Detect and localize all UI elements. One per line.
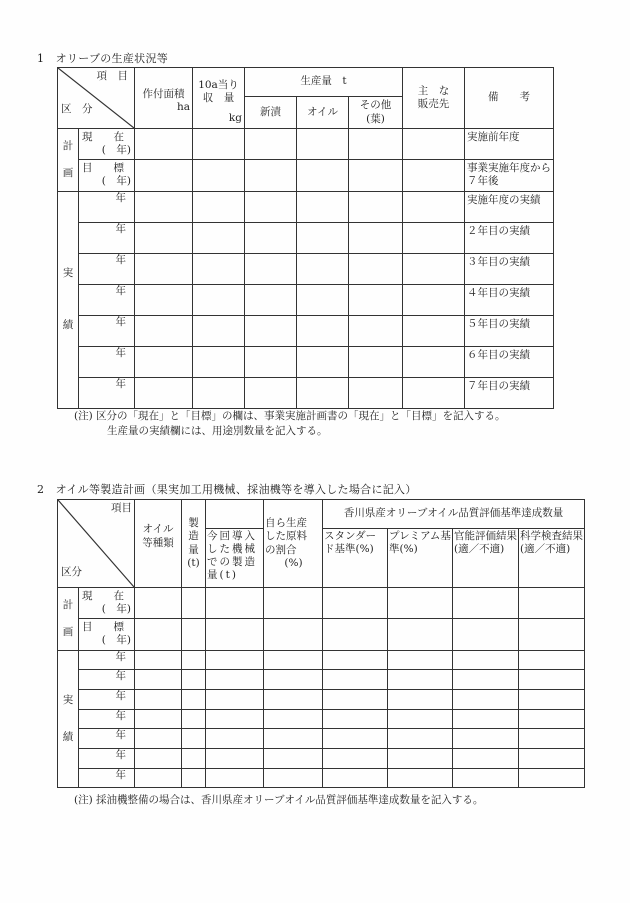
cell[interactable] [206, 619, 264, 650]
own-ratio-label-2: した原料 [265, 530, 307, 543]
mfg-label-2: 造 [188, 530, 199, 543]
cell[interactable] [323, 650, 388, 670]
remark-cell: ６年目の実績 [465, 346, 554, 377]
cell[interactable] [403, 315, 465, 346]
cell[interactable] [135, 588, 182, 619]
cell[interactable] [245, 253, 297, 284]
cell[interactable] [323, 670, 388, 690]
year-label: 年 [79, 670, 135, 690]
cell[interactable] [193, 222, 245, 253]
plan-group-char-1: 計 [62, 598, 74, 611]
year-label: 年 [79, 729, 135, 749]
cell[interactable] [245, 315, 297, 346]
mfg-label-4: (t) [187, 556, 200, 569]
cell[interactable] [264, 689, 323, 709]
plan-group-char-2: 画 [62, 166, 74, 179]
cell[interactable] [388, 619, 453, 650]
header-buyer [403, 68, 465, 129]
cell[interactable] [349, 129, 403, 160]
cell[interactable] [206, 689, 264, 709]
cell[interactable] [349, 346, 403, 377]
cell[interactable] [297, 191, 349, 222]
cell[interactable] [182, 689, 206, 709]
remark-cell: ７年目の実績 [465, 377, 554, 408]
table-row [58, 222, 554, 253]
cell[interactable] [193, 284, 245, 315]
cell[interactable] [297, 222, 349, 253]
cell[interactable] [206, 650, 264, 670]
plan-group-char-2: 画 [62, 625, 74, 638]
cell[interactable] [388, 588, 453, 619]
target-label: 目 標 [82, 162, 124, 175]
area-label: 作付面積 [142, 88, 185, 101]
header-standard: スタンダード基準(%) [323, 529, 388, 588]
remark-cell: ４年目の実績 [465, 284, 554, 315]
cell[interactable] [182, 619, 206, 650]
cell[interactable] [453, 709, 519, 729]
cell[interactable] [453, 650, 519, 670]
table-row [58, 160, 554, 191]
table-row [58, 588, 585, 619]
own-ratio-label-3: の割合 [265, 543, 297, 556]
cell[interactable] [349, 284, 403, 315]
cell[interactable] [135, 768, 182, 788]
year-label: 年 [79, 709, 135, 729]
cell[interactable] [264, 650, 323, 670]
cell[interactable] [264, 729, 323, 749]
plan-group-char-1: 計 [62, 139, 74, 152]
year-label: 年 [79, 689, 135, 709]
year-label: 年 [79, 191, 135, 222]
current-label: 現 在 [82, 131, 124, 143]
cell[interactable] [135, 729, 182, 749]
cell[interactable] [245, 284, 297, 315]
cell[interactable] [135, 160, 193, 191]
table-row [58, 729, 585, 749]
cell[interactable] [403, 377, 465, 408]
cell[interactable] [297, 129, 349, 160]
cell[interactable] [135, 670, 182, 690]
cell[interactable] [453, 670, 519, 690]
actual-group-char-1: 実 [62, 267, 74, 280]
yield-unit: kg [228, 111, 242, 124]
header-oil-type [135, 500, 182, 588]
cell[interactable] [182, 748, 206, 768]
cell[interactable] [193, 315, 245, 346]
table-row [58, 191, 554, 222]
cell[interactable] [182, 709, 206, 729]
section1-note-2: 生産量の実績欄には、用途別数量を記入する。 [107, 425, 328, 437]
cell[interactable] [323, 729, 388, 749]
cell[interactable] [453, 729, 519, 749]
table-row [58, 129, 554, 160]
table-row [58, 709, 585, 729]
current-year: ( 年) [101, 144, 131, 157]
cell[interactable] [403, 191, 465, 222]
target-year: ( 年) [101, 634, 131, 647]
remark-cell: 実施年度の実績 [465, 191, 554, 222]
other-label-1: その他 [359, 99, 392, 112]
cell[interactable] [388, 768, 453, 788]
header-own-ratio [264, 500, 323, 588]
cell[interactable] [182, 670, 206, 690]
table-row [58, 619, 585, 650]
row-label-current [79, 588, 135, 619]
remark-cell: 事業実施年度から７年後 [465, 160, 554, 191]
cell[interactable] [206, 729, 264, 749]
current-year: ( 年) [101, 603, 131, 616]
header-diagonal-cell [58, 500, 135, 588]
cell[interactable] [349, 160, 403, 191]
year-label: 年 [79, 315, 135, 346]
cell[interactable] [519, 748, 585, 768]
cell[interactable] [135, 619, 182, 650]
cell[interactable] [135, 689, 182, 709]
table-row [58, 346, 554, 377]
header-pickled: 新漬 [245, 97, 297, 129]
cell[interactable] [349, 191, 403, 222]
cell[interactable] [349, 253, 403, 284]
header-division-label: 区分 [61, 565, 82, 578]
actual-group-label [58, 650, 79, 788]
buyer-label-1: 主 な [417, 84, 450, 97]
cell[interactable] [206, 748, 264, 768]
header-area [135, 68, 193, 129]
header-oil: オイル [297, 97, 349, 129]
table-row [58, 284, 554, 315]
cell[interactable] [403, 346, 465, 377]
cell[interactable] [193, 160, 245, 191]
cell[interactable] [323, 709, 388, 729]
remark-cell: 実施前年度 [465, 129, 554, 160]
cell[interactable] [453, 619, 519, 650]
cell[interactable] [264, 709, 323, 729]
cell[interactable] [206, 768, 264, 788]
table-row [58, 315, 554, 346]
target-year: ( 年) [101, 175, 131, 188]
cell[interactable] [245, 160, 297, 191]
cell[interactable] [519, 670, 585, 690]
cell[interactable] [182, 650, 206, 670]
cell[interactable] [264, 619, 323, 650]
oil-type-label-1: オイル [142, 523, 174, 536]
section2-title: 2 オイル等製造計画（果実加工用機械、採油機等を導入した場合に記入） [37, 483, 417, 496]
header-division-label: 区 分 [61, 102, 93, 115]
cell[interactable] [245, 191, 297, 222]
plan-group-label [58, 588, 79, 651]
target-label: 目 標 [82, 621, 124, 634]
header-premium: プレミアム基準(%) [388, 529, 453, 588]
cell[interactable] [182, 588, 206, 619]
own-ratio-label-4: (%) [284, 556, 303, 569]
cell[interactable] [519, 588, 585, 619]
cell[interactable] [519, 689, 585, 709]
cell[interactable] [349, 315, 403, 346]
actual-group-char-2: 績 [62, 730, 74, 743]
header-other [349, 97, 403, 129]
year-label: 年 [79, 748, 135, 768]
header-mfg-qty [182, 500, 206, 588]
cell[interactable] [388, 748, 453, 768]
header-remarks: 備 考 [465, 68, 554, 129]
cell[interactable] [135, 191, 193, 222]
remark-cell: ５年目の実績 [465, 315, 554, 346]
cell[interactable] [453, 588, 519, 619]
cell[interactable] [323, 619, 388, 650]
year-label: 年 [79, 377, 135, 408]
header-item-label: 項 目 [96, 70, 128, 82]
cell[interactable] [519, 650, 585, 670]
year-label: 年 [79, 284, 135, 315]
cell[interactable] [135, 222, 193, 253]
cell[interactable] [135, 748, 182, 768]
cell[interactable] [519, 729, 585, 749]
cell[interactable] [388, 650, 453, 670]
cell[interactable] [182, 729, 206, 749]
cell[interactable] [388, 670, 453, 690]
cell[interactable] [245, 222, 297, 253]
row-label-target [79, 160, 135, 191]
row-label-current [79, 129, 135, 160]
header-science: 科学検査結果(適／不適) [519, 529, 585, 588]
row-label-target [79, 619, 135, 650]
remark-cell: ３年目の実績 [465, 253, 554, 284]
cell[interactable] [264, 588, 323, 619]
cell[interactable] [297, 160, 349, 191]
cell[interactable] [193, 191, 245, 222]
year-label: 年 [79, 650, 135, 670]
cell[interactable] [453, 748, 519, 768]
cell[interactable] [403, 284, 465, 315]
cell[interactable] [297, 253, 349, 284]
own-ratio-label-1: 自ら生産 [265, 517, 307, 530]
header-diagonal-cell [58, 68, 135, 129]
actual-group-label [58, 191, 79, 408]
cell[interactable] [245, 377, 297, 408]
year-label: 年 [79, 253, 135, 284]
mfg-label-1: 製 [188, 517, 199, 530]
table-row [58, 253, 554, 284]
section1-title: 1 オリーブの生産状況等 [37, 52, 169, 65]
table-row [58, 768, 585, 788]
table-row [58, 650, 585, 670]
cell[interactable] [206, 709, 264, 729]
cell[interactable] [403, 160, 465, 191]
table-row [58, 670, 585, 690]
yield-label-1: 10a当り [198, 78, 239, 91]
year-label: 年 [79, 222, 135, 253]
header-quality-group: 香川県産オリーブオイル品質評価基準達成数量 [323, 500, 585, 529]
plan-group-label [58, 129, 79, 192]
table-row [58, 689, 585, 709]
header-yield [193, 68, 245, 129]
cell[interactable] [135, 253, 193, 284]
cell[interactable] [264, 768, 323, 788]
cell[interactable] [193, 346, 245, 377]
yield-label-2: 収 量 [202, 92, 235, 104]
cell[interactable] [193, 253, 245, 284]
remark-cell: ２年目の実績 [465, 222, 554, 253]
actual-group-char-1: 実 [62, 693, 74, 706]
cell[interactable] [519, 709, 585, 729]
cell[interactable] [297, 377, 349, 408]
cell[interactable] [323, 689, 388, 709]
cell[interactable] [297, 315, 349, 346]
cell[interactable] [135, 315, 193, 346]
header-production: 生産量 t [245, 68, 403, 97]
other-label-2: (葉) [366, 112, 385, 125]
cell[interactable] [245, 129, 297, 160]
cell[interactable] [519, 619, 585, 650]
cell[interactable] [206, 588, 264, 619]
cell[interactable] [453, 689, 519, 709]
header-mfg-spacer [206, 500, 264, 529]
mfg-label-3: 量 [188, 543, 199, 556]
cell[interactable] [403, 129, 465, 160]
cell[interactable] [297, 346, 349, 377]
header-new-machine: 今回導入した機械での製造量(t) [206, 529, 264, 588]
current-label: 現 在 [82, 590, 124, 602]
year-label: 年 [79, 346, 135, 377]
cell[interactable] [453, 768, 519, 788]
header-sensory: 官能評価結果(適／不適) [453, 529, 519, 588]
cell[interactable] [323, 768, 388, 788]
cell[interactable] [135, 377, 193, 408]
area-unit: ha [176, 100, 190, 113]
cell[interactable] [135, 129, 193, 160]
cell[interactable] [193, 377, 245, 408]
cell[interactable] [135, 346, 193, 377]
cell[interactable] [264, 670, 323, 690]
cell[interactable] [206, 670, 264, 690]
cell[interactable] [388, 689, 453, 709]
cell[interactable] [388, 729, 453, 749]
actual-group-char-2: 績 [62, 318, 74, 331]
cell[interactable] [135, 650, 182, 670]
header-item-label: 項目 [111, 502, 132, 514]
cell[interactable] [297, 284, 349, 315]
cell[interactable] [193, 129, 245, 160]
table-row [58, 748, 585, 768]
table-row [58, 377, 554, 408]
cell[interactable] [519, 768, 585, 788]
oil-manufacturing-table [57, 499, 585, 788]
cell[interactable] [403, 253, 465, 284]
cell[interactable] [264, 748, 323, 768]
cell[interactable] [323, 748, 388, 768]
cell[interactable] [349, 222, 403, 253]
olive-production-table [57, 67, 554, 409]
year-label: 年 [79, 768, 135, 788]
cell[interactable] [388, 709, 453, 729]
cell[interactable] [135, 284, 193, 315]
oil-type-label-2: 等種類 [142, 536, 174, 549]
cell[interactable] [245, 346, 297, 377]
cell[interactable] [182, 768, 206, 788]
cell[interactable] [349, 377, 403, 408]
cell[interactable] [403, 222, 465, 253]
section2-note: (注) 採油機整備の場合は、香川県産オリーブオイル品質評価基準達成数量を記入する。 [74, 794, 484, 806]
cell[interactable] [323, 588, 388, 619]
section1-note-1: (注) 区分の「現在」と「目標」の欄は、事業実施計画書の「現在」と「目標」を記入する。 [74, 410, 506, 422]
cell[interactable] [135, 709, 182, 729]
buyer-label-2: 販売先 [417, 98, 450, 110]
